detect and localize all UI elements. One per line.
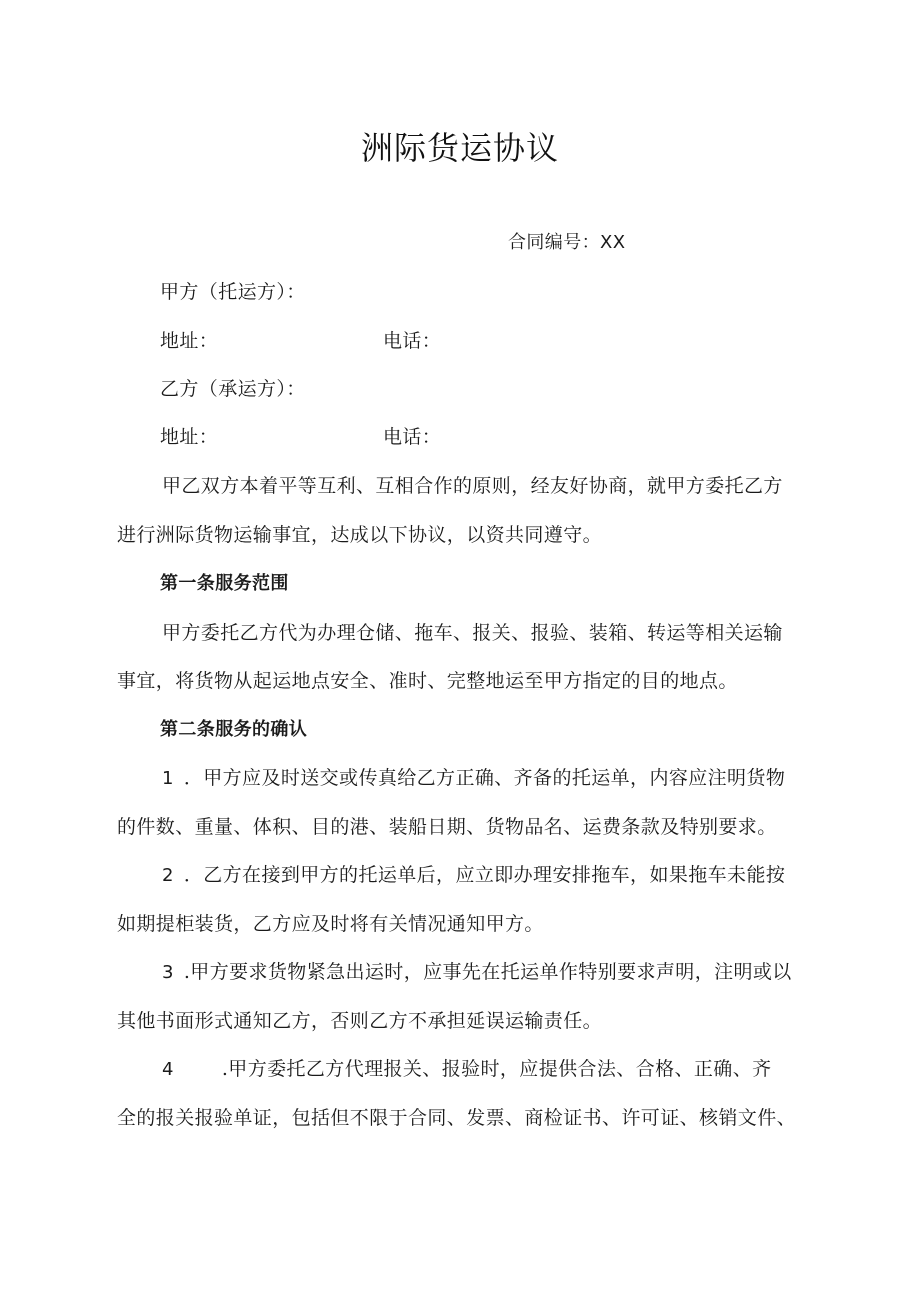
clause-number: 1 bbox=[162, 768, 174, 789]
clause-number: 4 bbox=[162, 1059, 174, 1080]
party-b-address-label: 地址： bbox=[160, 426, 219, 448]
party-a-address-label: 地址： bbox=[160, 330, 219, 352]
clause-text: .甲方要求货物紧急出运时，应事先在托运单作特别要求声明，注明或以 bbox=[183, 961, 792, 983]
clause-1-line-1 bbox=[162, 764, 785, 793]
clause-2-line-1 bbox=[162, 861, 785, 890]
clause-3-line-2: 其他书面形式通知乙方，否则乙方不承担延误运输责任。 bbox=[117, 1010, 603, 1032]
clause-4-line-2: 全的报关报验单证，包括但不限于合同、发票、商检证书、许可证、核销文件、 bbox=[117, 1107, 797, 1129]
clause-number: 3 bbox=[162, 962, 174, 983]
clause-text: .甲方委托乙方代理报关、报验时，应提供合法、合格、正确、齐 bbox=[221, 1058, 772, 1080]
clause-2-line-2: 如期提柜装货，乙方应及时将有关情况通知甲方。 bbox=[117, 913, 544, 935]
party-b-label: 乙方（承运方）： bbox=[160, 378, 306, 400]
intro-line-1: 甲乙双方本着平等互利、互相合作的原则，经友好协商，就甲方委托乙方 bbox=[162, 475, 783, 497]
clause-number: 2 bbox=[162, 865, 174, 886]
clause-3-line-1 bbox=[162, 958, 792, 987]
document-title: 洲际货运协议 bbox=[360, 129, 559, 167]
article-2-heading: 第二条服务的确认 bbox=[160, 719, 308, 740]
clause-text: ．甲方应及时送交或传真给乙方正确、齐备的托运单，内容应注明货物 bbox=[183, 767, 786, 789]
clause-1-line-2: 的件数、重量、体积、目的港、装船日期、货物品名、运费条款及特别要求。 bbox=[117, 816, 777, 838]
clause-4-line-1 bbox=[162, 1055, 772, 1084]
article-1-line-2: 事宜，将货物从起运地点安全、准时、完整地运至甲方指定的目的地点。 bbox=[117, 670, 738, 692]
article-1-heading: 第一条服务范围 bbox=[160, 573, 289, 594]
party-b-phone-label: 电话： bbox=[383, 426, 442, 448]
clause-text: ．乙方在接到甲方的托运单后，应立即办理安排拖车，如果拖车未能按 bbox=[183, 864, 786, 886]
intro-line-2: 进行洲际货物运输事宜，达成以下协议，以资共同遵守。 bbox=[117, 524, 603, 546]
party-a-phone-label: 电话： bbox=[383, 330, 442, 352]
contract-number: 合同编号：XX bbox=[508, 232, 626, 253]
article-1-line-1: 甲方委托乙方代为办理仓储、拖车、报关、报验、装箱、转运等相关运输 bbox=[162, 622, 783, 644]
party-a-label: 甲方（托运方）： bbox=[160, 281, 306, 303]
